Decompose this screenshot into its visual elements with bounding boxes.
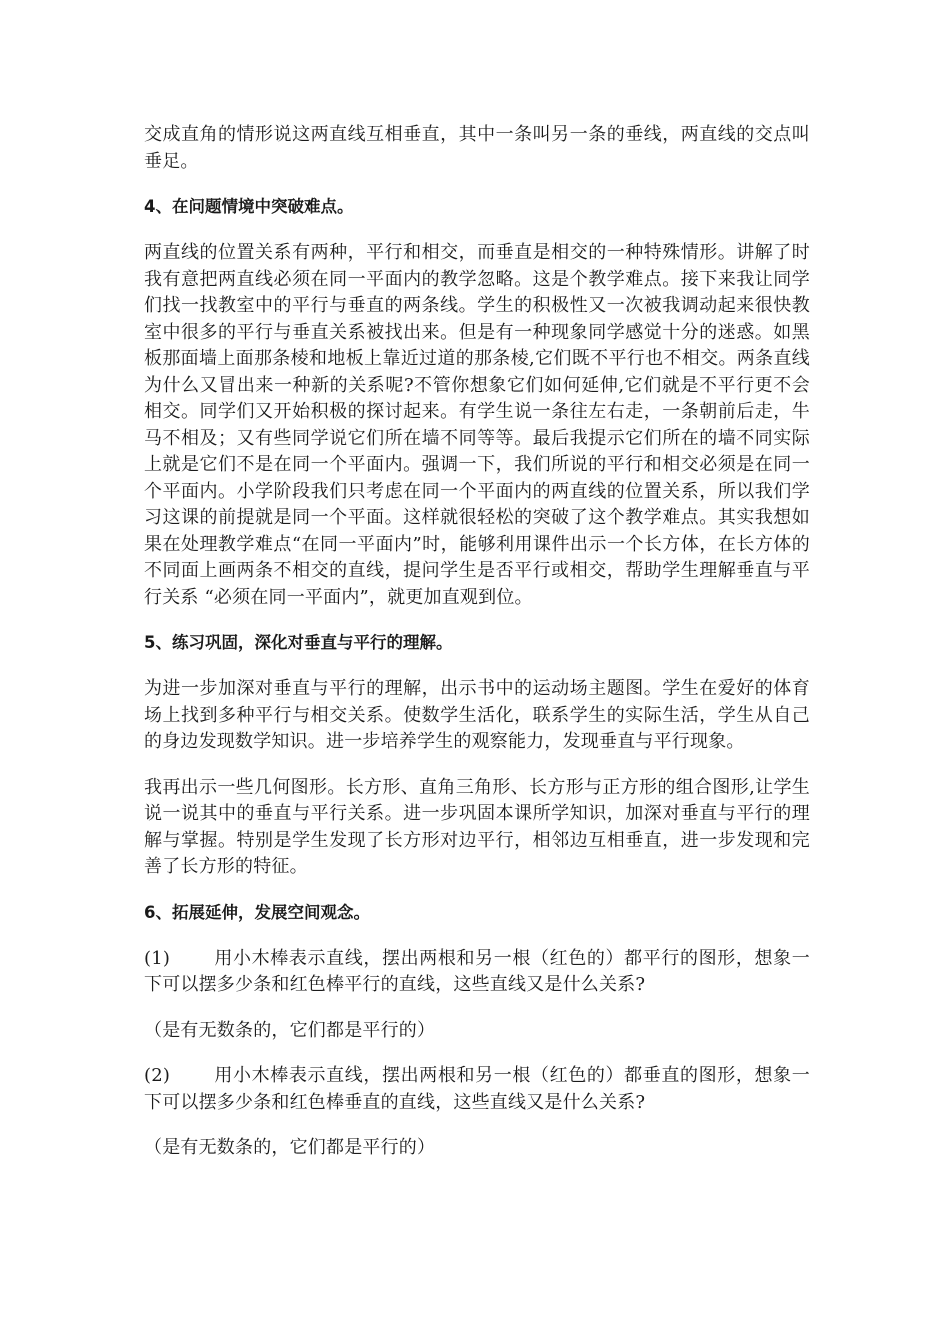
paragraph-intro: 交成直角的情形说这两直线互相垂直，其中一条叫另一条的垂线，两直线的交点叫垂足。 bbox=[144, 124, 810, 172]
answer-2: （是有无数条的，它们都是平行的） bbox=[144, 1137, 436, 1158]
document-page bbox=[144, 122, 810, 1181]
section-heading-5: 5、练习巩固，深化对垂直与平行的理解。 bbox=[144, 633, 453, 652]
paragraph-section-5a: 为进一步加深对垂直与平行的理解，出示书中的运动场主题图。学生在爱好的体育场上找到多种平行与相交关系。使数学生活化，联系学生的实际生活，学生从自己的身边发现数学知识。进一步培养学生的观察能力，发现垂直与平行现象。 bbox=[144, 678, 810, 752]
paragraph-section-4: 两直线的位置关系有两种，平行和相交，而垂直是相交的一种特殊情形。讲解了时我有意把两直线必须在同一平面内的教学忽略。这是个教学难点。接下来我让同学们找一找教室中的平行与垂直的两条线。学生的积极性又一次被我调动起来很快教室中很多的平行与垂直关系被找出来。但是有一种现象同学感觉十分的迷惑。如黑板那面墙上面那条棱和地板上靠近过道的那条棱,它们既不平行也不相交。两条直线为什么又冒出来一种新的关系呢?不管你想象它们如何延伸,它们就是不平行更不会相交。同学们又开始积极的探讨起来。有学生说一条往左右走，一条朝前后走，牛马不相及；又有些同学说它们所在墙不同等等。最后我提示它们所在的墙不同实际上就是它们不是在同一个平面内。强调一下，我们所说的平行和相交必须是在同一个平面内。小学阶段我们只考虑在同一个平面内的两直线的位置关系，所以我们学习这课的前提就是同一个平面。这样就很轻松的突破了这个教学难点。其实我想如果在处理教学难点“在同一平面内”时，能够利用课件出示一个长方体，在长方体的不同面上画两条不相交的直线，提问学生是否平行或相交，帮助学生理解垂直与平行关系 “必须在同一平面内”，就更加直观到位。 bbox=[144, 242, 810, 608]
list-item-1-text: 用小木棒表示直线，摆出两根和另一根（红色的）都平行的图形，想象一下可以摆多少条和红色棒平行的直线，这些直线又是什么关系? bbox=[144, 947, 810, 995]
list-item-1 bbox=[144, 946, 810, 999]
section-heading-4: 4、在问题情境中突破难点。 bbox=[144, 197, 354, 216]
paragraph-section-5b: 我再出示一些几何图形。长方形、直角三角形、长方形与正方形的组合图形,让学生说一说其中的垂直与平行关系。进一步巩固本课所学知识，加深对垂直与平行的理解与掌握。特别是学生发现了长方形对边平行，相邻边互相垂直，进一步发现和完善了长方形的特征。 bbox=[144, 776, 810, 877]
list-item-2-number: (2) bbox=[144, 1065, 171, 1086]
answer-1: （是有无数条的，它们都是平行的） bbox=[144, 1019, 436, 1041]
list-item-1-number: (1) bbox=[144, 947, 171, 969]
list-item-2-text: 用小木棒表示直线，摆出两根和另一根（红色的）都垂直的图形，想象一下可以摆多少条和红色棒垂直的直线，这些直线又是什么关系? bbox=[144, 1065, 810, 1113]
list-item-2 bbox=[144, 1063, 810, 1116]
section-heading-6: 6、拓展延伸，发展空间观念。 bbox=[144, 902, 370, 922]
